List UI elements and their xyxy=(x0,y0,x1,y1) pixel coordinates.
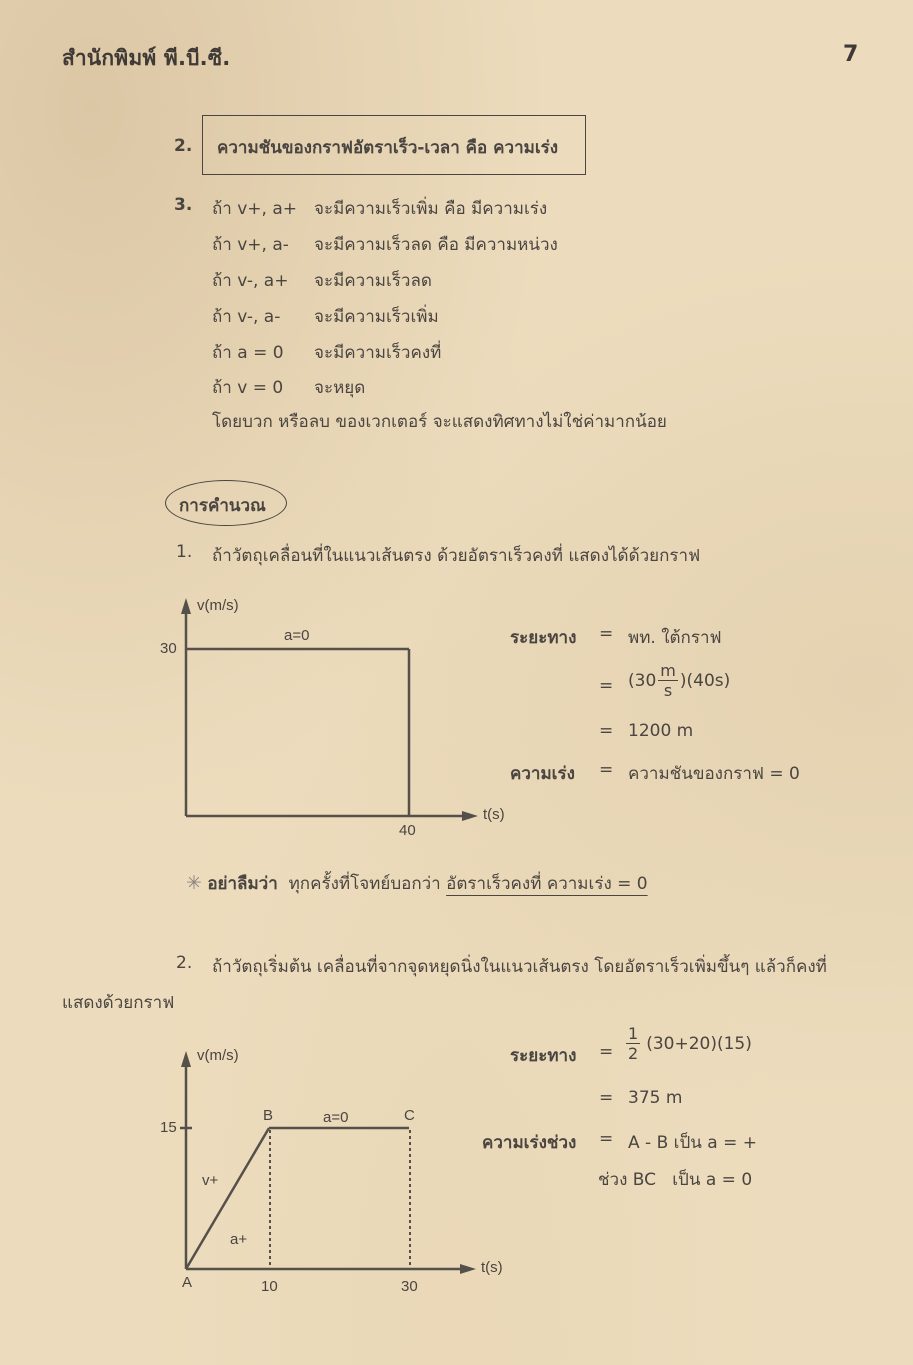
acceleration-value: ความชันของกราฟ = 0 xyxy=(628,764,800,784)
distance-label: ระยะทาง xyxy=(510,628,577,648)
item2-text: ความชันของกราฟอัตราเร็ว-เวลา คือ ความเร่ง xyxy=(217,138,559,158)
rule-cond: ถ้า v+, a- xyxy=(212,235,289,255)
chart1-xlabel: t(s) xyxy=(483,806,505,823)
equals: = xyxy=(599,1042,614,1062)
reminder-underlined: อัตราเร็วคงที่ ความเร่ง = 0 xyxy=(446,874,648,894)
acceleration-ab: A - B เป็น a = + xyxy=(628,1133,757,1153)
distance-line2 xyxy=(628,663,730,699)
distance-formula xyxy=(624,1026,752,1062)
line2-pre: (30 xyxy=(628,671,657,691)
item2-box xyxy=(202,115,586,175)
equals: = xyxy=(599,760,614,780)
chart1-segment-label: a=0 xyxy=(284,627,310,644)
publisher-header: สำนักพิมพ์ พี.บี.ซี. xyxy=(62,46,231,70)
item2-number: 2. xyxy=(174,136,193,156)
rule-result: จะมีความเร็วลด xyxy=(314,271,432,291)
chart2-xlabel: t(s) xyxy=(481,1259,503,1276)
chart2-ylabel: v(m/s) xyxy=(197,1047,239,1064)
example2-number: 2. xyxy=(176,953,193,973)
calc-heading: การคำนวณ xyxy=(179,496,266,516)
rule-result: จะมีความเร็วคงที่ xyxy=(314,343,442,363)
line2-post: )(40s) xyxy=(679,671,731,691)
distance-line1: พท. ใต้กราฟ xyxy=(628,628,722,648)
reminder xyxy=(186,870,648,897)
chart2-xtick-30: 30 xyxy=(401,1278,418,1295)
frac-num: 1 xyxy=(628,1024,639,1043)
distance-result: 1200 m xyxy=(628,721,694,741)
fraction-m-per-s xyxy=(658,663,678,699)
example2-text-line2: แสดงด้วยกราฟ xyxy=(62,993,175,1013)
chart1-ytick: 30 xyxy=(160,640,177,657)
equals: = xyxy=(599,721,614,741)
rule-result: จะหยุด xyxy=(314,378,366,398)
rule-result: จะมีความเร็วเพิ่ม คือ มีความเร่ง xyxy=(314,199,548,219)
rule-result: จะมีความเร็วเพิ่ม xyxy=(314,307,439,327)
page-number: 7 xyxy=(843,42,859,67)
chart2-aplus-label: a+ xyxy=(230,1231,248,1248)
acceleration-label: ความเร่ง xyxy=(510,764,575,784)
item3-number: 3. xyxy=(174,195,193,215)
formula-rest: (30+20)(15) xyxy=(646,1034,752,1054)
chart2-segment-label: a=0 xyxy=(323,1109,349,1126)
distance-result: 375 m xyxy=(628,1088,683,1108)
frac-den: s xyxy=(663,681,673,700)
acceleration-label: ความเร่งช่วง xyxy=(482,1133,577,1153)
item3-note: โดยบวก หรือลบ ของเวกเตอร์ จะแสดงทิศทางไม่ใช่ค่ามากน้อย xyxy=(212,412,667,432)
star-icon: ✳ xyxy=(186,872,202,894)
fraction-half xyxy=(626,1026,640,1062)
distance-label: ระยะทาง xyxy=(510,1046,577,1066)
rule-cond: ถ้า v = 0 xyxy=(212,378,284,398)
calc-heading-oval xyxy=(165,480,287,526)
frac-num: m xyxy=(660,661,676,680)
example1-text: ถ้าวัตถุเคลื่อนที่ในแนวเส้นตรง ด้วยอัตราเร็วคงที่ แสดงได้ด้วยกราฟ xyxy=(212,546,701,566)
rule-cond: ถ้า a = 0 xyxy=(212,343,284,363)
reminder-lead: อย่าลืมว่า xyxy=(207,874,278,894)
chart2-point-A: A xyxy=(182,1274,193,1291)
chart1-ylabel: v(m/s) xyxy=(197,597,239,614)
acceleration-bc: ช่วง BC เป็น a = 0 xyxy=(598,1170,753,1190)
chart2-vplus-label: v+ xyxy=(202,1172,219,1189)
rule-cond: ถ้า v-, a- xyxy=(212,307,281,327)
example2-text-line1: ถ้าวัตถุเริ่มต้น เคลื่อนที่จากจุดหยุดนิ่งในแนวเส้นตรง โดยอัตราเร็วเพิ่มขึ้นๆ แล้วก็คงที่ xyxy=(212,957,827,977)
chart2-point-C: C xyxy=(404,1107,415,1124)
chart2-xtick-10: 10 xyxy=(261,1278,278,1295)
rule-cond: ถ้า v+, a+ xyxy=(212,199,298,219)
chart2-ytick: 15 xyxy=(160,1119,177,1136)
example1-number: 1. xyxy=(176,542,193,562)
chart2-point-B: B xyxy=(263,1107,274,1124)
frac-den: 2 xyxy=(628,1044,639,1063)
reminder-text: ทุกครั้งที่โจทย์บอกว่า xyxy=(288,874,441,894)
equals: = xyxy=(599,676,614,696)
equals: = xyxy=(599,1129,614,1149)
equals: = xyxy=(599,1088,614,1108)
rule-result: จะมีความเร็วลด คือ มีความหน่วง xyxy=(314,235,558,255)
rule-cond: ถ้า v-, a+ xyxy=(212,271,289,291)
equals: = xyxy=(599,624,614,644)
chart1-xtick: 40 xyxy=(399,822,416,839)
